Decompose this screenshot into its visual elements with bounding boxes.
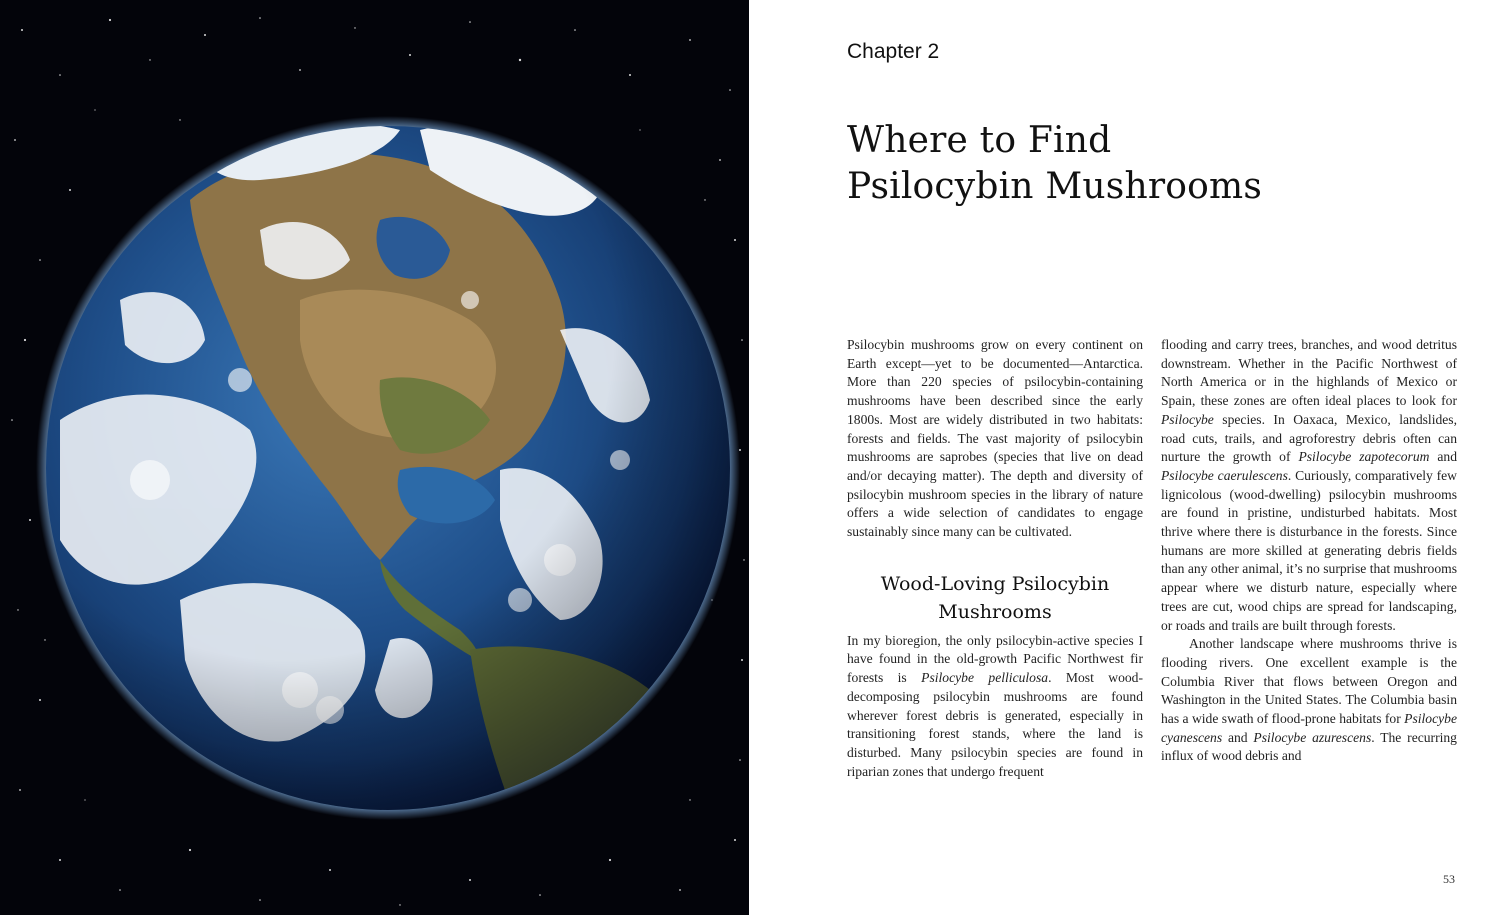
paragraph-text: and — [1222, 729, 1254, 745]
species-name: Psilocybe zapotecorum — [1298, 449, 1430, 465]
body-paragraph — [1161, 635, 1457, 766]
species-name: Psilocybe azurescens — [1253, 729, 1372, 745]
text-column-right — [1161, 336, 1457, 766]
chapter-label: Chapter 2 — [847, 40, 940, 63]
paragraph-text: species. In Oaxaca, Mexico, landslides, road cuts, trails, and agroforestry debris often can nurture the growth of — [1161, 411, 1457, 465]
text-page — [749, 0, 1500, 915]
paragraph-text: Another landscape where mushrooms thrive is flooding rivers. One excellent example is the Columbia River that flows between Oregon and Washington in the United States. The Columbia basin has a wide swath of flood-prone habitats for — [1161, 636, 1457, 727]
chapter-title — [847, 118, 1407, 210]
section-heading-line-1: Wood-Loving Psilocybin — [880, 572, 1110, 595]
earth-from-space-image — [0, 0, 749, 915]
section-paragraph-text-1: In my bioregion, the only psilocybin-active species I have found in the old-growth Pacific Northwest fir forests is — [847, 632, 1143, 686]
section-heading-line-2: Mushrooms — [938, 600, 1052, 623]
species-name: Psilocybe pelliculosa — [921, 670, 1049, 686]
intro-paragraph: Psilocybin mushrooms grow on every continent on Earth except—yet to be documented—Antarctica. More than 220 species of psilocybin-containing mushrooms have been described since the early 1800s. Most are widely distributed in two habitats: forests and fields. The vast majority of psilocybin mushrooms are saprobes (species that live on dead and/or decaying matter). The depth and diversity of psilocybin mushroom species in the library of nature offers a wide selection of candidates to engage sustainably since many can be cultivated. — [847, 337, 1143, 540]
paragraph-text: flooding and carry trees, branches, and wood detritus downstream. Whether in the Pacific Northwest of North America or in the highlands of Mexico or Spain, these zones are often ideal places to look for — [1161, 337, 1457, 409]
section-heading — [847, 570, 1143, 626]
section-paragraph — [847, 632, 1143, 782]
species-name: Psilocybe caerulescens — [1161, 467, 1288, 483]
body-paragraph-continued — [1161, 336, 1457, 635]
chapter-title-line-2: Psilocybin Mushrooms — [847, 166, 1262, 207]
paragraph-text: and — [1429, 449, 1457, 465]
species-name: Psilocybe cyanescens — [1161, 711, 1457, 745]
text-column-left — [847, 336, 1143, 781]
paragraph-text: . The recurring influx of wood debris and — [1161, 729, 1457, 764]
paragraph-text: . Curiously, comparatively few lignicolous (wood-dwelling) psilocybin mushrooms are found in pristine, undisturbed habitats. Most thrive where there is disturbance in the forests. Since humans are more skilled at generating debris fields than any other animal, it’s no surprise that mushrooms appear where we disturb nature, especially where trees are cut, wood chips are spread for landscaping, or roads and trails are built through forests. — [1161, 467, 1457, 633]
chapter-title-line-1: Where to Find — [847, 120, 1112, 161]
page-number: 53 — [1443, 872, 1455, 886]
earth-photo-page — [0, 0, 749, 915]
genus-name: Psilocybe — [1161, 411, 1214, 427]
section-paragraph-text-2: . Most wood-decomposing psilocybin mushrooms are found wherever forest debris is generated, especially in transitioning forest stands, where the land is disturbed. Many psilocybin species are found in riparian zones that undergo frequent — [847, 670, 1143, 779]
